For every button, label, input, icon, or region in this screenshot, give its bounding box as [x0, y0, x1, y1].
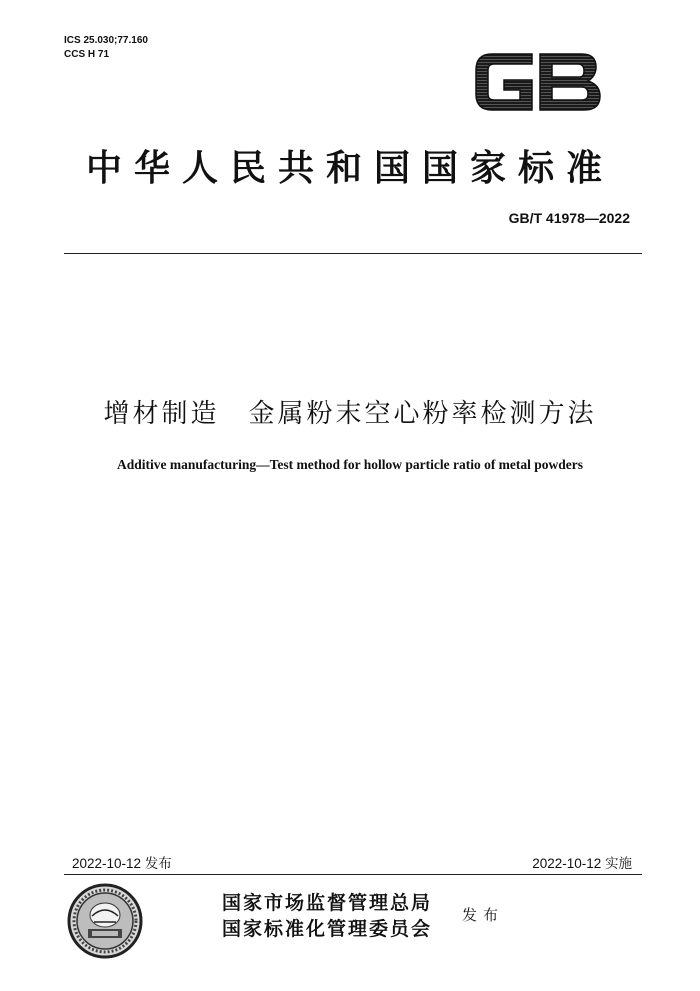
ccs-code: CCS H 71 [64, 49, 110, 60]
issuer-samr: 国家市场监督管理总局 [222, 892, 433, 914]
footer-divider [64, 874, 642, 875]
issue-label: 发布 [462, 906, 505, 924]
classification-codes [64, 34, 148, 62]
national-standard-title: 中华人民共和国国家标准 [85, 147, 614, 189]
document-title-chinese: 增材制造 金属粉末空心粉率检测方法 [103, 399, 597, 429]
issuer-sac: 国家标准化管理委员会 [222, 918, 433, 940]
document-title-english: Additive manufacturing—Test method for hollow particle ratio of metal powders [116, 457, 584, 472]
gb-standard-logo-icon [470, 44, 606, 120]
anti-counterfeit-seal-icon [66, 882, 144, 960]
ics-code: ICS 25.030;77.160 [64, 35, 148, 46]
publish-date: 2022-10-12 发布 [72, 856, 172, 871]
header-divider [64, 253, 642, 254]
standard-number: GB/T 41978—2022 [508, 210, 630, 226]
implement-date: 2022-10-12 实施 [532, 856, 632, 871]
